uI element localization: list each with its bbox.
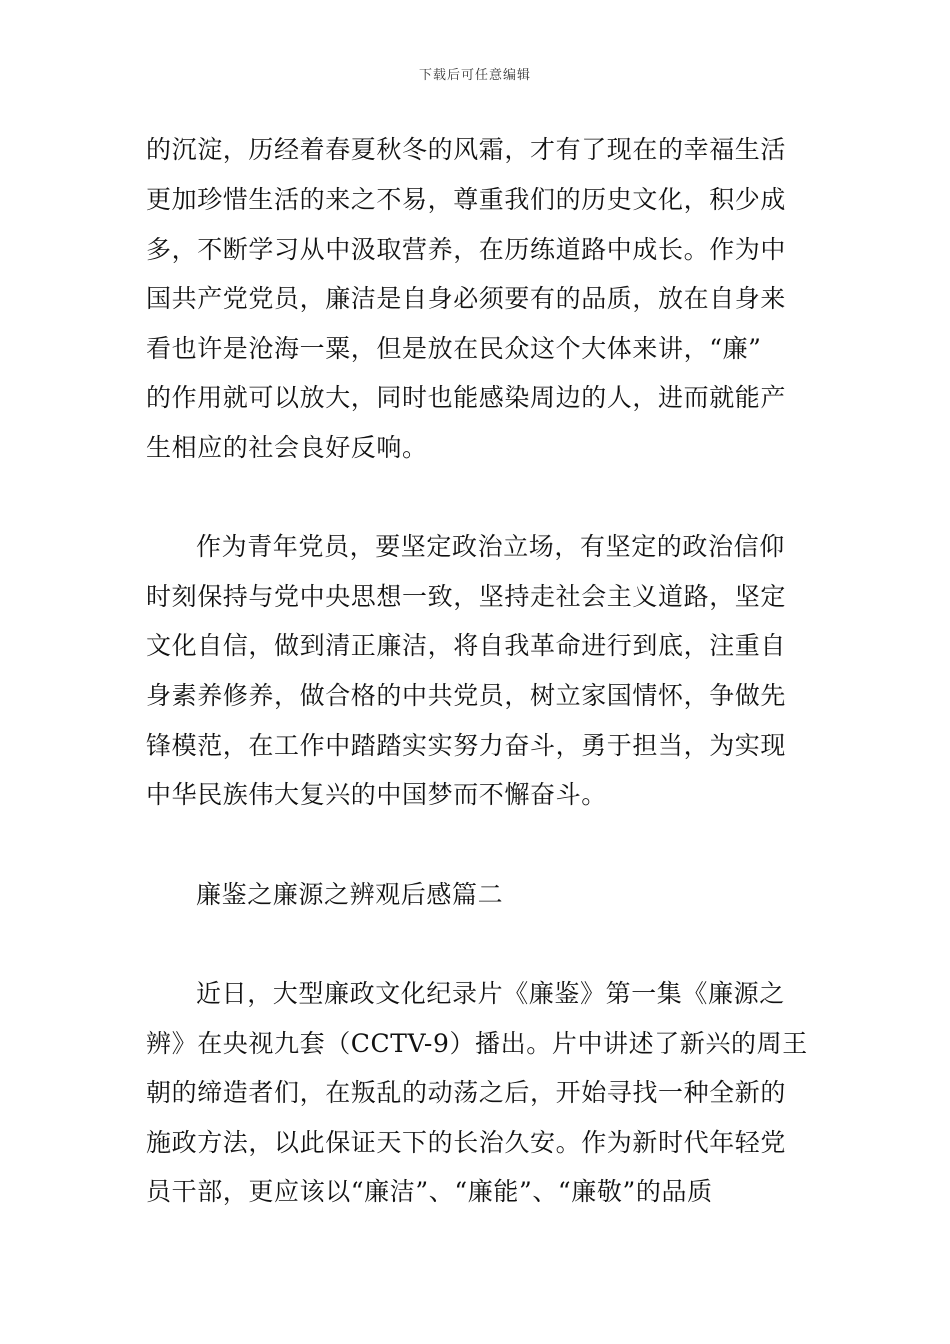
text-line: 身素养修养，做合格的中共党员，树立家国情怀，争做先: [146, 681, 787, 710]
text-line: 施政方法，以此保证天下的长治久安。作为新时代年轻党: [146, 1128, 787, 1157]
text-line: 的沉淀，历经着春夏秋冬的风霜，才有了现在的幸福生活: [146, 135, 787, 164]
text-line: 国共产党党员，廉洁是自身必须要有的品质，放在自身来: [146, 284, 787, 313]
text-line: 看也许是沧海一粟，但是放在民众这个大体来讲，“廉”: [146, 334, 762, 363]
text-line: 更加珍惜生活的来之不易，尊重我们的历史文化，积少成: [146, 185, 787, 214]
text-line: 员干部，更应该以“廉洁”、“廉能”、“廉敬”的品质: [146, 1177, 713, 1206]
text-line: 文化自信，做到清正廉洁，将自我革命进行到底，注重自: [146, 631, 787, 660]
text-line: 多，不断学习从中汲取营养，在历练道路中成长。作为中: [146, 235, 787, 264]
text-line: 辨》在央视九套（CCTV-9）播出。片中讲述了新兴的周王: [146, 1029, 808, 1058]
text-line: 时刻保持与党中央思想一致，坚持走社会主义道路，坚定: [146, 582, 787, 611]
text-line: 生相应的社会良好反响。: [146, 433, 428, 462]
text-line: 廉鉴之廉源之辨观后感篇二: [196, 880, 504, 909]
header-note: 下载后可任意编辑: [418, 68, 531, 83]
text-line: 作为青年党员，要坚定政治立场，有坚定的政治信仰: [196, 532, 785, 561]
text-line: 近日，大型廉政文化纪录片《廉鉴》第一集《廉源之: [196, 979, 785, 1008]
text-line: 的作用就可以放大，同时也能感染周边的人，进而就能产: [146, 383, 787, 412]
text-line: 朝的缔造者们，在叛乱的动荡之后，开始寻找一种全新的: [146, 1078, 787, 1107]
text-line: 中华民族伟大复兴的中国梦而不懈奋斗。: [146, 780, 607, 809]
text-line: 锋模范，在工作中踏踏实实努力奋斗，勇于担当，为实现: [146, 731, 787, 760]
